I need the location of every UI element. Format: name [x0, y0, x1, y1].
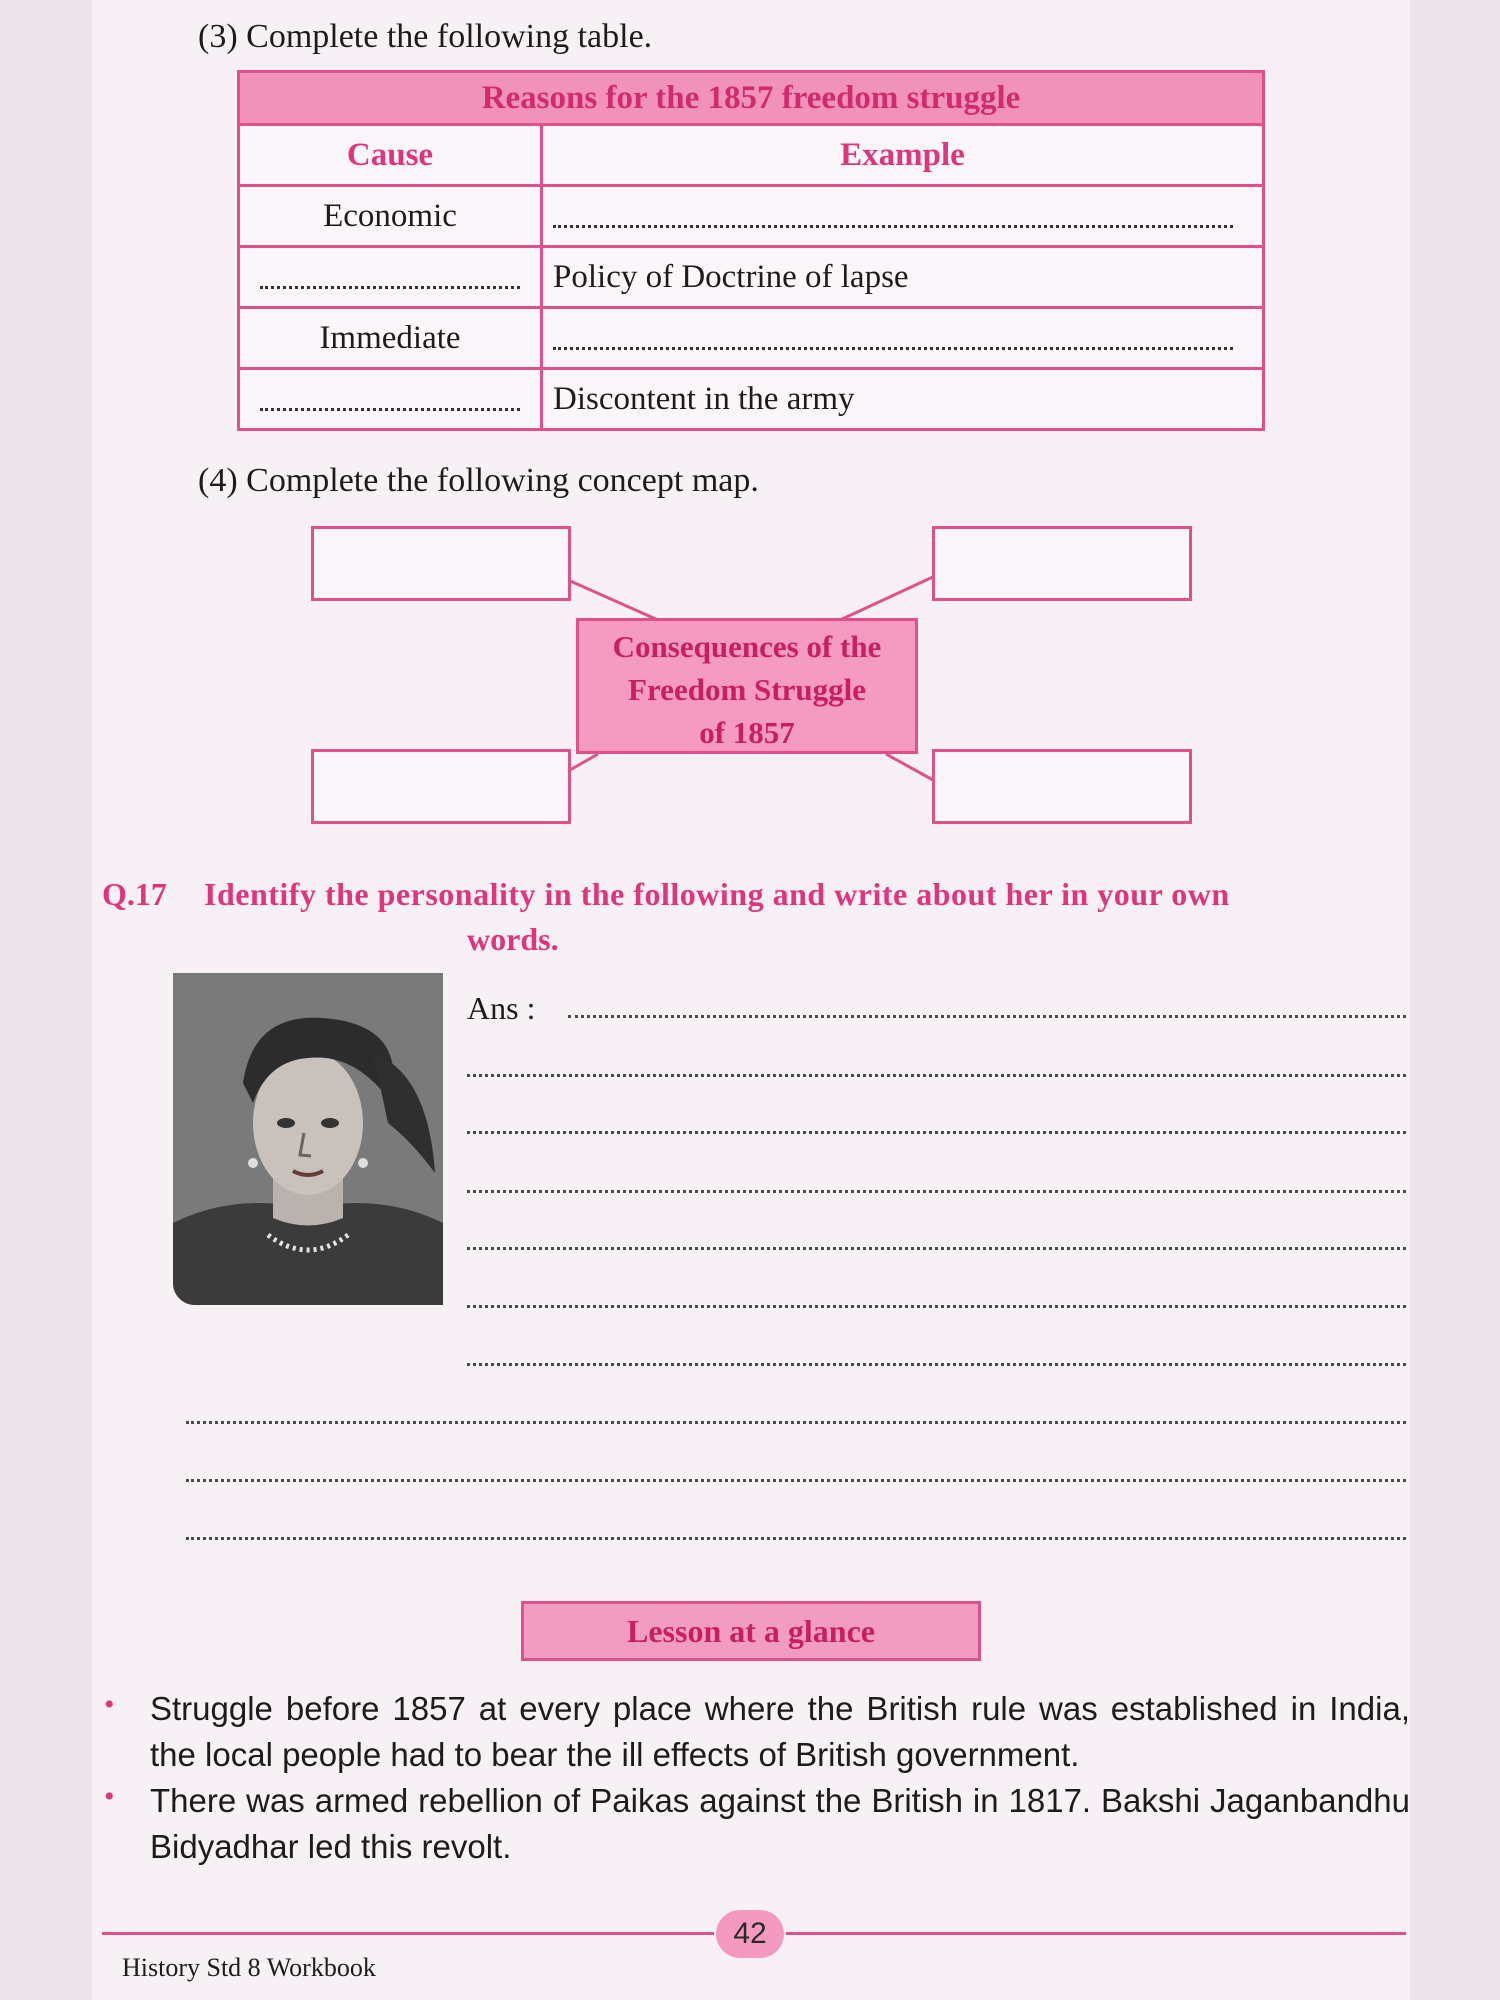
answer-line[interactable] — [467, 1305, 1406, 1308]
center-line: Freedom Struggle — [628, 672, 866, 707]
bullet-icon: • — [104, 1780, 115, 1813]
connector-line — [570, 754, 598, 770]
portrait-woman-turban-icon — [173, 973, 443, 1305]
concept-map-blank-bottom-right[interactable] — [932, 749, 1192, 824]
example-cell: Discontent in the army — [542, 369, 1264, 430]
example-cell: Policy of Doctrine of lapse — [542, 247, 1264, 308]
cause-cell: Immediate — [239, 308, 542, 369]
concept-map-connectors — [0, 0, 1500, 900]
column-header-cause: Cause — [239, 125, 542, 186]
cause-cell: Economic — [239, 186, 542, 247]
concept-map-blank-top-left[interactable] — [311, 526, 571, 601]
q3-title: (3) Complete the following table. — [198, 18, 653, 55]
connector-line — [840, 576, 935, 620]
footer-rule-right — [786, 1932, 1406, 1935]
q17-prompt-continued: words. — [467, 921, 559, 957]
answer-line[interactable] — [467, 1247, 1406, 1250]
concept-map-blank-top-right[interactable] — [932, 526, 1192, 601]
center-line: Consequences of the — [612, 629, 882, 664]
answer-line[interactable] — [467, 1363, 1406, 1366]
portrait-image — [173, 973, 443, 1305]
concept-map-center — [576, 618, 918, 754]
page-number: 42 — [716, 1910, 784, 1958]
answer-line[interactable] — [467, 1190, 1406, 1193]
q17-number: Q.17 — [102, 876, 167, 912]
answer-line[interactable] — [186, 1479, 1406, 1482]
connector-line — [568, 580, 658, 620]
column-header-example: Example — [542, 125, 1264, 186]
glance-bullet-text: There was armed rebellion of Paikas against the British in 1817. Bakshi Jaganbandhu Bidyadhar led this revolt. — [150, 1782, 1410, 1865]
answer-line[interactable] — [467, 1074, 1406, 1077]
glance-bullet-text: Struggle before 1857 at every place where the British rule was established in India, the local people had to bear the ill effects of British government. — [150, 1690, 1410, 1773]
concept-map-blank-bottom-left[interactable] — [311, 749, 571, 824]
answer-line[interactable] — [568, 1015, 1406, 1018]
answer-line[interactable] — [186, 1537, 1406, 1540]
footer-rule-left — [102, 1932, 714, 1935]
center-line: of 1857 — [699, 715, 795, 750]
book-title: History Std 8 Workbook — [122, 1953, 376, 1982]
q17-prompt: Identify the personality in the following and write about her in your own — [204, 876, 1230, 912]
answer-line[interactable] — [467, 1131, 1406, 1134]
lesson-at-a-glance-heading: Lesson at a glance — [521, 1601, 981, 1661]
bullet-icon: • — [104, 1688, 115, 1721]
connector-line — [886, 754, 933, 780]
table-title: Reasons for the 1857 freedom struggle — [239, 72, 1264, 125]
q4-title: (4) Complete the following concept map. — [198, 462, 759, 499]
answer-label: Ans : — [467, 990, 536, 1026]
answer-line[interactable] — [186, 1421, 1406, 1424]
